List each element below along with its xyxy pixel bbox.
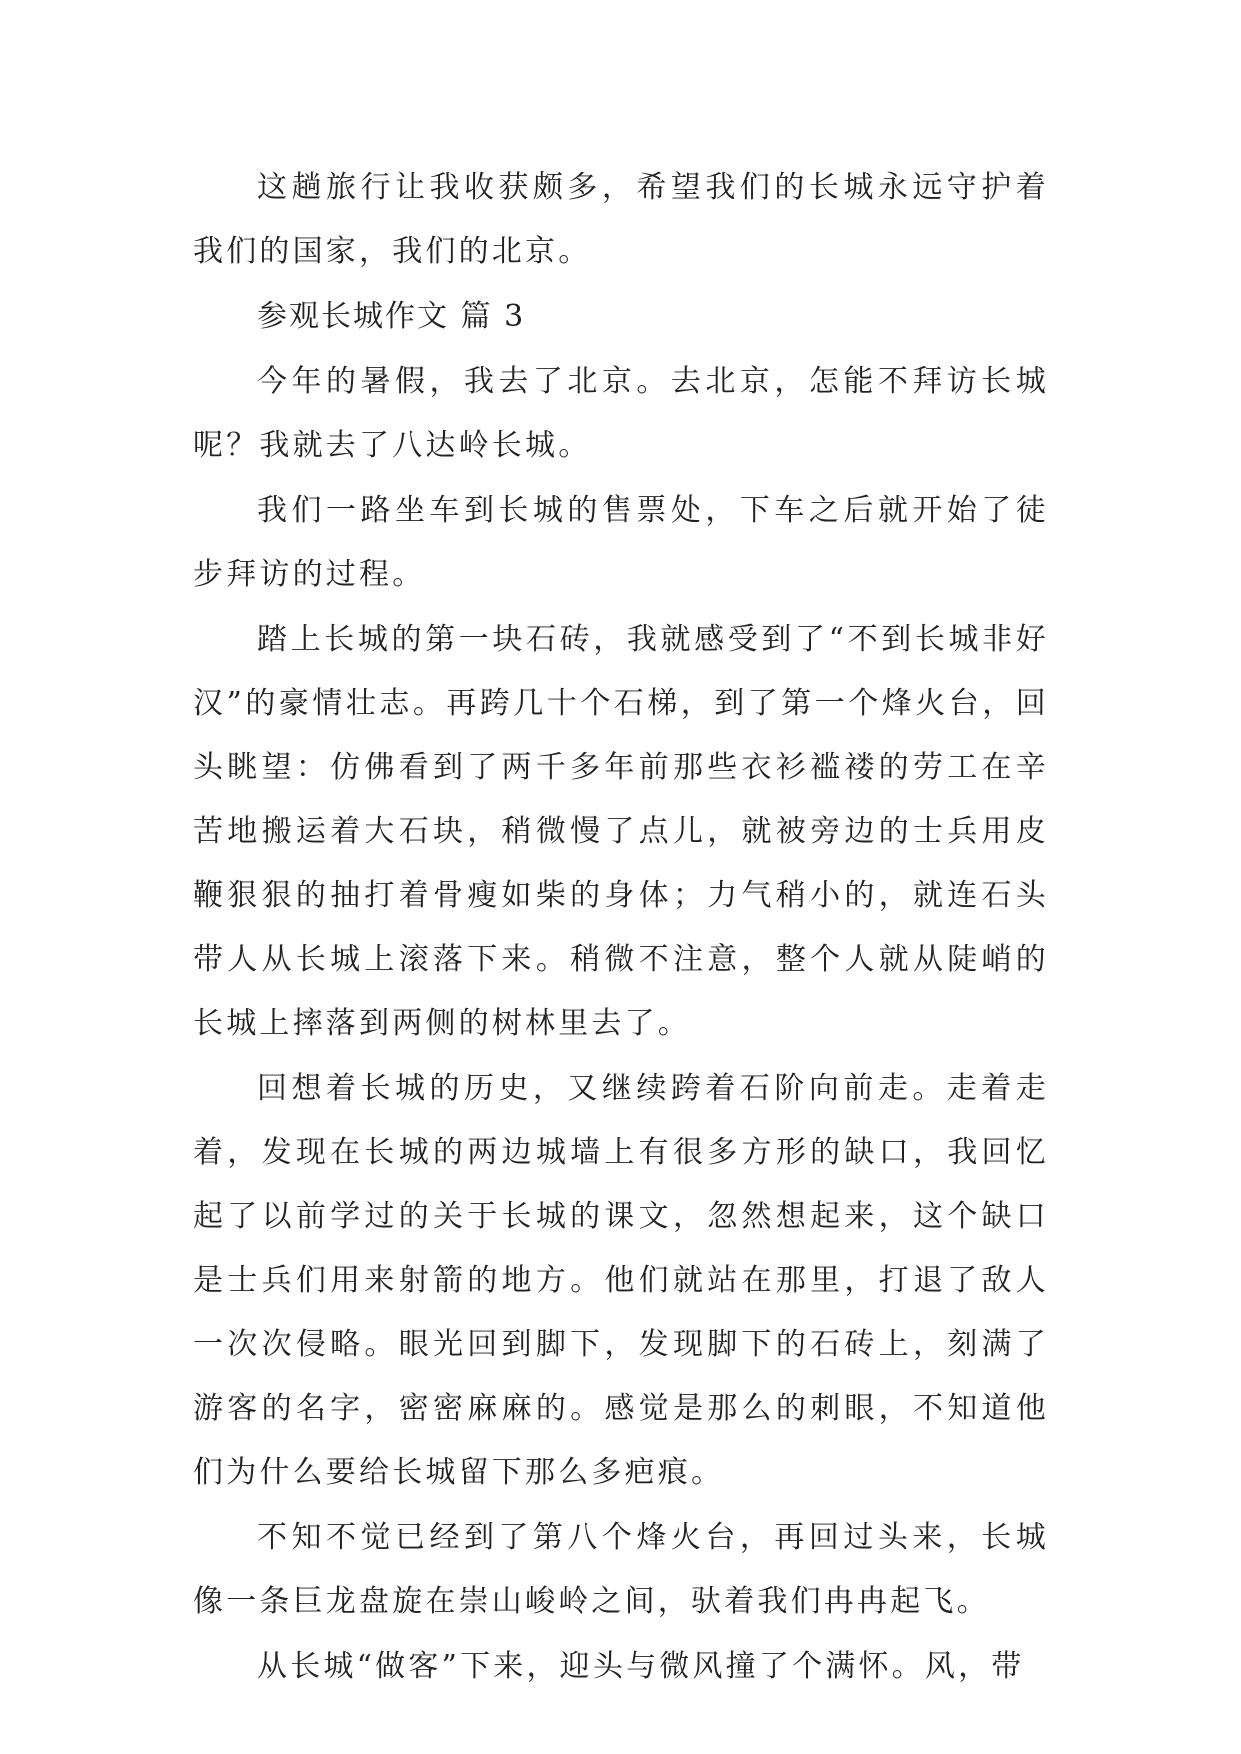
- paragraph-closing: 这趟旅行让我收获颇多，希望我们的长城永远守护着我们的国家，我们的北京。: [193, 170, 1049, 269]
- paragraph-first-beacon: 踏上长城的第一块石砖，我就感受到了“不到长城非好汉”的豪情壮志。再跨几十个石梯，到了第一个烽火台，回头眺望：仿佛看到了两千多年前那些衣衫褴褛的劳工在辛苦地搬运着大石块，稍微慢了点儿，就被旁边的士兵用皮鞭狠狠的抽打着骨瘦如柴的身体；力气稍小的，就连石头带人从长城上滚落下来。稍微不注意，整个人就从陡峭的长城上摔落到两侧的树林里去了。: [193, 622, 1049, 1041]
- paragraph-eighth-beacon: 不知不觉已经到了第八个烽火台，再回过头来，长城像一条巨龙盘旋在崇山峻岭之间，驮着我们冉冉起飞。: [193, 1520, 1049, 1619]
- paragraph-intro: 今年的暑假，我去了北京。去北京，怎能不拜访长城呢？我就去了八达岭长城。: [193, 364, 1049, 463]
- section-heading: 参观长城作文 篇 3: [257, 299, 526, 334]
- paragraph-history: 回想着长城的历史，又继续跨着石阶向前走。走着走着，发现在长城的两边城墙上有很多方形的缺口，我回忆起了以前学过的关于长城的课文，忽然想起来，这个缺口是士兵们用来射箭的地方。他们就站在那里，打退了敌人一次次侵略。眼光回到脚下，发现脚下的石砖上，刻满了游客的名字，密密麻麻的。感觉是那么的刺眼，不知道他们为什么要给长城留下那么多疤痕。: [193, 1071, 1049, 1490]
- paragraph-descent: 从长城“做客”下来，迎头与微风撞了个满怀。风，带: [257, 1649, 1025, 1684]
- document-body: [193, 156, 1049, 1700]
- paragraph-arrival: 我们一路坐车到长城的售票处，下车之后就开始了徒步拜访的过程。: [193, 493, 1049, 592]
